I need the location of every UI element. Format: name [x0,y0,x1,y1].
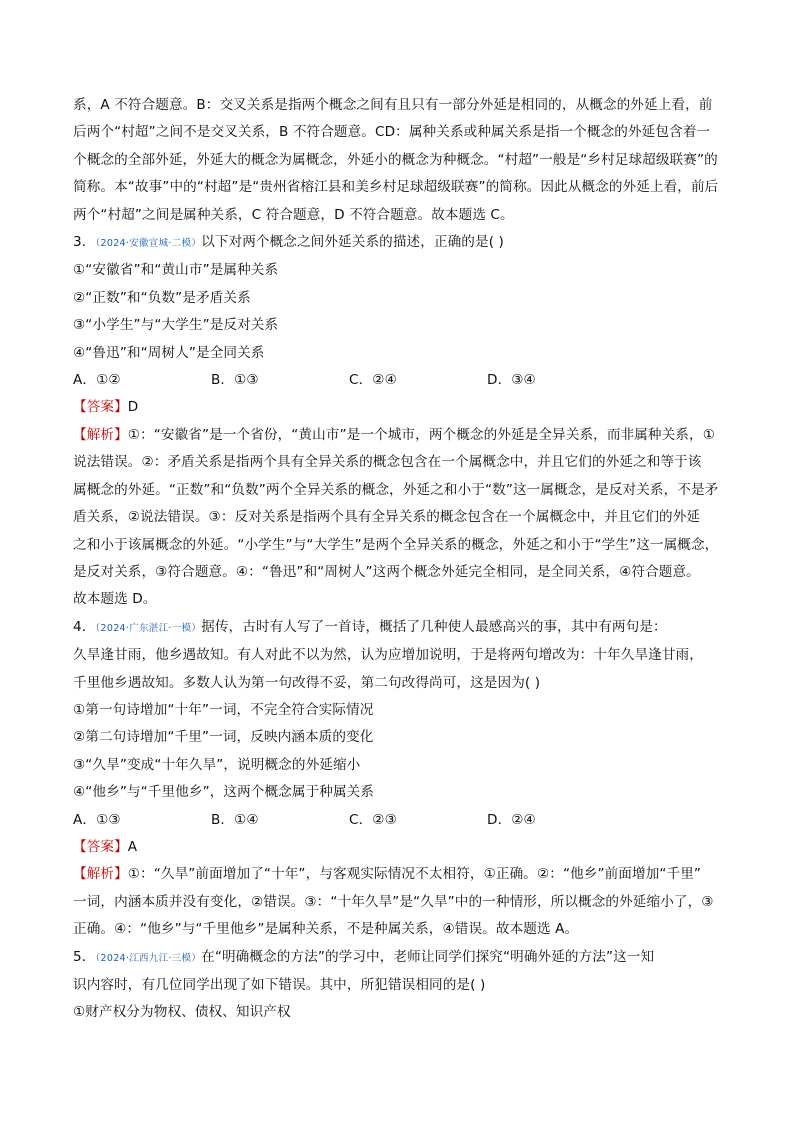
question-source: （2024·江西九江·三模） [95,952,202,964]
stem-line: 久旱逢甘雨，他乡遇故知。有人对此不以为然，认为应增加说明，于是将两句增改为：十年久旱逢甘雨， [73,647,703,664]
analysis-label: 【解析】 [73,426,128,443]
analysis-line: 正确。④：“他乡”与“千里他乡”是属种关系，不是种属关系，④错误。故本题选 A。 [73,921,579,938]
analysis-label: 【解析】 [73,866,128,883]
statement-item: ③“久旱”变成“十年久旱”，说明概念的外延缩小 [73,756,361,773]
statement-item: ②“正数”和“负数”是矛盾关系 [73,289,251,306]
question-stem [73,944,723,972]
answer-label: 【答案】 [73,838,128,855]
statement-item: ①财产权分为物权、债权、知识产权 [73,1004,291,1021]
stem-text: 据传，古时有人写了一首诗，概括了几种使人最感高兴的事，其中有两句是： [201,618,667,635]
question-stem [73,614,723,642]
question-stem [73,229,723,257]
option-c: C．②④ [349,372,397,389]
question-5 [73,944,723,1027]
analysis-text: ①：“久旱”前面增加了“十年”，与客观实际情况不太相符，①正确。②：“他乡”前面增加“千里” [127,866,702,883]
text-line: 系，A 不符合题意。B：交叉关系是指两个概念之间有且只有一部分外延是相同的，从概念的外延上看，前 [73,97,713,113]
analysis-line: 说法错误。②：矛盾关系是指两个具有全异关系的概念包含在一个属概念中，并且它们的外延之和等于该 [73,454,702,471]
answer-line [73,834,723,861]
statement-item: ①第一句诗增加“十年”一词，不完全符合实际情况 [73,701,374,718]
question-number: 3． [73,234,96,251]
option-c: C．②③ [349,811,397,828]
answer-options [73,367,723,394]
question-3 [73,229,723,614]
answer-value: A [127,838,138,855]
stem-text: 在“明确概念的方法”的学习中，老师让同学们探究“明确外延的方法”这一知 [201,948,655,965]
intro-paragraph [73,92,723,229]
option-d: D．②④ [487,811,536,828]
text-line: 个概念的全部外延，外延大的概念为属概念，外延小的概念为种概念。“村超”一般是“乡村足球超级联赛”的 [73,151,718,168]
text-line: 两个“村超”之间是属种关系，C 符合题意，D 不符合题意。故本题选 C。 [73,206,514,223]
statement-item: ②第二句诗增加“千里”一词，反映内涵本质的变化 [73,729,374,746]
statement-item: ③“小学生”与“大学生”是反对关系 [73,317,279,334]
document-page [73,92,723,1027]
analysis-line: 盾关系，②说法错误。③：反对关系是指两个具有全异关系的概念包含在一个属概念中，并且它们的外延 [73,509,701,526]
text-line: 简称。本“故事”中的“村超”是“贵州省榕江县和美乡村足球超级联赛”的简称。因此从概念的外延上看，前后 [73,179,719,196]
question-number: 5． [73,948,96,965]
answer-options [73,807,723,834]
analysis-line: 是反对关系，③符合题意。④：“鲁迅”和“周树人”这两个概念外延完全相同，是全同关系，④符合题意。 [73,563,700,580]
analysis-line [73,861,723,888]
analysis-line [73,422,723,449]
question-source: （2024·广东湛江·一模） [95,622,202,634]
statement-item: ①“安徽省”和“黄山市”是属种关系 [73,262,279,279]
option-a: A．①② [73,372,121,389]
answer-label: 【答案】 [73,399,128,416]
analysis-text: ①：“安徽省”是一个省份，“黄山市”是一个城市，两个概念的外延是全异关系，而非属种关系，① [127,426,715,443]
analysis-line: 故本题选 D。 [73,591,157,608]
question-4 [73,614,723,944]
analysis-line: 一词，内涵本质并没有变化，②错误。③：“十年久旱”是“久旱”中的一种情形，所以概念的外延缩小了，③ [73,893,714,910]
answer-line [73,394,723,421]
stem-line: 千里他乡遇故知。多数人认为第一句改得不妥，第二句改得尚可，这是因为( ) [73,674,541,691]
statement-item: ④“他乡”与“千里他乡”，这两个概念属于种属关系 [73,784,375,801]
analysis-line: 之和小于该属概念的外延。“小学生”与“大学生”是两个全异关系的概念，外延之和小于“学生”这一属概念， [73,536,719,553]
stem-text: 以下对两个概念之间外延关系的描述，正确的是( ) [201,234,504,251]
option-b: B．①④ [211,811,259,828]
option-d: D．③④ [487,372,536,389]
answer-value: D [127,399,139,416]
stem-line: 识内容时，有几位同学出现了如下错误。其中，所犯错误相同的是( ) [73,977,486,993]
question-number: 4． [73,618,96,635]
statement-item: ④“鲁迅”和“周树人”是全同关系 [73,344,265,361]
question-source: （2024·安徽宣城·二模） [95,238,202,250]
option-a: A．①③ [73,811,121,828]
analysis-line: 属概念的外延。“正数”和“负数”两个全异关系的概念，外延之和小于“数”这一属概念，是反对关系，不是矛 [73,481,719,498]
text-line: 后两个“村超”之间不是交叉关系，B 不符合题意。CD：属种关系或种属关系是指一个概念的外延包含着一 [73,124,711,141]
option-b: B．①③ [211,372,259,389]
